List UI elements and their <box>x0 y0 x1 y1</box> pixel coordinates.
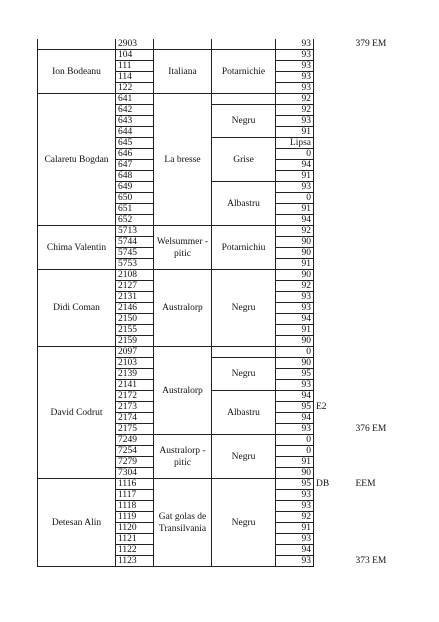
score-cell: 91 <box>276 259 314 270</box>
score-cell: 91 <box>276 523 314 534</box>
award-cell <box>314 83 352 94</box>
ring-code-cell: 2903 <box>116 39 154 50</box>
score-cell: 90 <box>276 468 314 479</box>
breed-cell: Australorp <box>154 270 212 347</box>
ring-code-cell: 642 <box>116 105 154 116</box>
ring-code-cell: 7249 <box>116 435 154 446</box>
total-cell <box>352 369 404 380</box>
award-cell <box>314 325 352 336</box>
total-cell <box>352 358 404 369</box>
ring-code-cell: 646 <box>116 149 154 160</box>
color-cell: Grise <box>212 138 276 182</box>
total-cell <box>352 61 404 72</box>
award-cell <box>314 215 352 226</box>
ring-code-cell: 2139 <box>116 369 154 380</box>
total-cell <box>352 545 404 556</box>
score-cell: 93 <box>276 83 314 94</box>
award-cell <box>314 336 352 347</box>
award-cell <box>314 270 352 281</box>
total-cell <box>352 72 404 83</box>
ring-code-cell: 2172 <box>116 391 154 402</box>
total-cell <box>352 512 404 523</box>
award-cell <box>314 314 352 325</box>
score-cell: 93 <box>276 501 314 512</box>
award-cell <box>314 116 352 127</box>
award-cell <box>314 347 352 358</box>
score-cell: 93 <box>276 39 314 50</box>
score-cell: 93 <box>276 380 314 391</box>
award-cell <box>314 72 352 83</box>
award-cell <box>314 380 352 391</box>
total-cell <box>352 94 404 105</box>
ring-code-cell: 1123 <box>116 556 154 567</box>
award-cell <box>314 468 352 479</box>
score-cell: 93 <box>276 61 314 72</box>
award-cell <box>314 281 352 292</box>
ring-code-cell: 2097 <box>116 347 154 358</box>
breed-cell: La bresse <box>154 94 212 226</box>
total-cell <box>352 468 404 479</box>
award-cell <box>314 512 352 523</box>
award-cell <box>314 490 352 501</box>
score-cell: 92 <box>276 281 314 292</box>
award-cell <box>314 248 352 259</box>
award-cell <box>314 413 352 424</box>
total-cell <box>352 83 404 94</box>
award-cell <box>314 50 352 61</box>
total-cell <box>352 193 404 204</box>
total-cell <box>352 325 404 336</box>
score-cell: 93 <box>276 556 314 567</box>
ring-code-cell: 2159 <box>116 336 154 347</box>
color-cell: Albastru <box>212 182 276 226</box>
color-cell <box>212 39 276 50</box>
owner-name-cell: David Codrut <box>38 347 116 479</box>
score-cell: 94 <box>276 391 314 402</box>
ring-code-cell: 5713 <box>116 226 154 237</box>
table-row <box>38 94 404 105</box>
ring-code-cell: 641 <box>116 94 154 105</box>
ring-code-cell: 2108 <box>116 270 154 281</box>
award-cell <box>314 149 352 160</box>
award-cell <box>314 501 352 512</box>
ring-code-cell: 2173 <box>116 402 154 413</box>
score-cell: 91 <box>276 204 314 215</box>
ring-code-cell: 1122 <box>116 545 154 556</box>
breed-cell: Australorp - pitic <box>154 435 212 479</box>
score-cell: 0 <box>276 193 314 204</box>
award-cell <box>314 424 352 435</box>
total-cell <box>352 336 404 347</box>
total-cell <box>352 490 404 501</box>
ring-code-cell: 2175 <box>116 424 154 435</box>
score-cell: 92 <box>276 512 314 523</box>
owner-name-cell: Detesan Alin <box>38 479 116 567</box>
total-cell <box>352 116 404 127</box>
award-cell <box>314 523 352 534</box>
score-cell: 93 <box>276 490 314 501</box>
total-cell <box>352 347 404 358</box>
award-cell <box>314 61 352 72</box>
total-cell <box>352 281 404 292</box>
breed-cell: Welsummer - pitic <box>154 226 212 270</box>
total-cell <box>352 204 404 215</box>
score-cell: 93 <box>276 116 314 127</box>
owner-name-cell: Chima Valentin <box>38 226 116 270</box>
ring-code-cell: 122 <box>116 83 154 94</box>
total-cell <box>352 314 404 325</box>
color-cell: Negru <box>212 270 276 347</box>
total-cell <box>352 270 404 281</box>
ring-code-cell: 2141 <box>116 380 154 391</box>
total-cell <box>352 413 404 424</box>
score-cell: 90 <box>276 248 314 259</box>
ring-code-cell: 1118 <box>116 501 154 512</box>
score-cell: 0 <box>276 347 314 358</box>
total-cell: 373 EM <box>355 556 387 566</box>
ring-code-cell: 7304 <box>116 468 154 479</box>
award-cell: DB <box>316 479 330 489</box>
score-cell: 95 <box>276 479 314 490</box>
award-cell <box>314 292 352 303</box>
total-cell <box>352 138 404 149</box>
score-cell: 90 <box>276 358 314 369</box>
total-cell <box>352 292 404 303</box>
ring-code-cell: 644 <box>116 127 154 138</box>
ring-code-cell: 5745 <box>116 248 154 259</box>
award-cell <box>314 182 352 193</box>
ring-code-cell: 104 <box>116 50 154 61</box>
score-cell: 0 <box>276 435 314 446</box>
ring-code-cell: 2146 <box>116 303 154 314</box>
award-cell <box>314 446 352 457</box>
table-row <box>38 270 404 281</box>
ring-code-cell: 7279 <box>116 457 154 468</box>
score-cell: 93 <box>276 182 314 193</box>
total-cell <box>352 435 404 446</box>
award-cell <box>314 545 352 556</box>
total-cell <box>352 248 404 259</box>
total-cell <box>352 171 404 182</box>
total-cell: EEM <box>355 479 376 489</box>
ring-code-cell: 1121 <box>116 534 154 545</box>
score-cell: 92 <box>276 226 314 237</box>
total-cell <box>352 457 404 468</box>
score-cell: 0 <box>276 446 314 457</box>
ring-code-cell: 7254 <box>116 446 154 457</box>
ring-code-cell: 1116 <box>116 479 154 490</box>
owner-name-cell: Calaretu Bogdan <box>38 94 116 226</box>
total-cell <box>352 259 404 270</box>
total-cell <box>352 215 404 226</box>
ring-code-cell: 2131 <box>116 292 154 303</box>
owner-name-cell <box>38 39 116 50</box>
score-cell: 91 <box>276 325 314 336</box>
owner-name-cell: Didi Coman <box>38 270 116 347</box>
score-cell: 94 <box>276 314 314 325</box>
total-cell <box>352 226 404 237</box>
award-cell <box>314 39 352 50</box>
table-row <box>38 347 404 358</box>
award-cell <box>314 358 352 369</box>
score-cell: 93 <box>276 72 314 83</box>
total-cell <box>352 149 404 160</box>
ring-code-cell: 2155 <box>116 325 154 336</box>
total-cell <box>352 237 404 248</box>
award-cell <box>314 105 352 116</box>
color-cell: Negru <box>212 358 276 391</box>
score-cell: 95 <box>276 369 314 380</box>
table-row <box>38 50 404 61</box>
score-cell: 93 <box>276 534 314 545</box>
total-cell <box>352 127 404 138</box>
score-cell: 90 <box>276 336 314 347</box>
ring-code-cell: 645 <box>116 138 154 149</box>
total-cell: 379 EM <box>355 39 387 50</box>
score-cell: 91 <box>276 127 314 138</box>
color-cell: Negru <box>212 105 276 138</box>
score-cell: 93 <box>276 292 314 303</box>
ring-code-cell: 650 <box>116 193 154 204</box>
total-cell <box>352 303 404 314</box>
award-cell <box>314 171 352 182</box>
color-cell: Albastru <box>212 391 276 435</box>
color-cell: Potarnichie <box>212 50 276 94</box>
total-cell <box>352 523 404 534</box>
ring-code-cell: 114 <box>116 72 154 83</box>
score-cell: 90 <box>276 270 314 281</box>
ring-code-cell: 5753 <box>116 259 154 270</box>
score-cell: 93 <box>276 424 314 435</box>
total-cell <box>352 391 404 402</box>
color-cell <box>212 94 276 105</box>
score-cell: 90 <box>276 237 314 248</box>
ring-code-cell: 111 <box>116 61 154 72</box>
color-cell: Negru <box>212 435 276 479</box>
award-cell <box>314 259 352 270</box>
ring-code-cell: 1117 <box>116 490 154 501</box>
ring-code-cell: 649 <box>116 182 154 193</box>
ring-code-cell: 652 <box>116 215 154 226</box>
breed-cell: Gat golas de Transilvania <box>154 479 212 567</box>
award-cell <box>314 303 352 314</box>
score-cell: 94 <box>276 413 314 424</box>
score-cell: 94 <box>276 545 314 556</box>
total-cell <box>352 105 404 116</box>
ring-code-cell: 2174 <box>116 413 154 424</box>
breed-cell: Australorp <box>154 347 212 435</box>
total-cell <box>352 160 404 171</box>
award-cell <box>314 457 352 468</box>
total-cell <box>352 182 404 193</box>
results-table-body <box>38 39 404 567</box>
score-cell: 92 <box>276 105 314 116</box>
ring-code-cell: 647 <box>116 160 154 171</box>
ring-code-cell: 2103 <box>116 358 154 369</box>
owner-name-cell: Ion Bodeanu <box>38 50 116 94</box>
score-cell: Lipsa <box>276 138 314 149</box>
color-cell: Negru <box>212 479 276 567</box>
award-cell <box>314 160 352 171</box>
score-cell: 91 <box>276 457 314 468</box>
award-cell <box>314 193 352 204</box>
award-cell <box>314 204 352 215</box>
score-cell: 94 <box>276 160 314 171</box>
award-cell <box>314 226 352 237</box>
color-cell: Potarnichiu <box>212 226 276 270</box>
total-cell <box>352 402 404 413</box>
table-row <box>38 226 404 237</box>
award-cell <box>314 556 352 567</box>
ring-code-cell: 2150 <box>116 314 154 325</box>
award-cell <box>314 369 352 380</box>
total-cell <box>352 501 404 512</box>
ring-code-cell: 5744 <box>116 237 154 248</box>
ring-code-cell: 643 <box>116 116 154 127</box>
total-cell <box>352 380 404 391</box>
results-table <box>37 39 404 567</box>
breed-cell: Italiana <box>154 50 212 94</box>
award-cell <box>314 138 352 149</box>
score-cell: 94 <box>276 215 314 226</box>
total-cell <box>352 50 404 61</box>
ring-code-cell: 1119 <box>116 512 154 523</box>
score-cell: 93 <box>276 303 314 314</box>
table-row <box>38 39 404 50</box>
score-cell: 93 <box>276 50 314 61</box>
score-cell: 95 <box>276 402 314 413</box>
award-cell <box>314 237 352 248</box>
award-cell <box>314 391 352 402</box>
color-cell <box>212 347 276 358</box>
score-cell: 91 <box>276 171 314 182</box>
award-cell <box>314 94 352 105</box>
total-cell <box>352 534 404 545</box>
total-cell: 376 EM <box>355 424 387 434</box>
table-row <box>38 479 404 490</box>
total-cell <box>352 446 404 457</box>
award-cell: E2 <box>316 402 327 412</box>
ring-code-cell: 2127 <box>116 281 154 292</box>
ring-code-cell: 651 <box>116 204 154 215</box>
score-cell: 0 <box>276 149 314 160</box>
score-cell: 92 <box>276 94 314 105</box>
ring-code-cell: 1120 <box>116 523 154 534</box>
award-cell <box>314 534 352 545</box>
award-cell <box>314 127 352 138</box>
breed-cell <box>154 39 212 50</box>
ring-code-cell: 648 <box>116 171 154 182</box>
award-cell <box>314 435 352 446</box>
